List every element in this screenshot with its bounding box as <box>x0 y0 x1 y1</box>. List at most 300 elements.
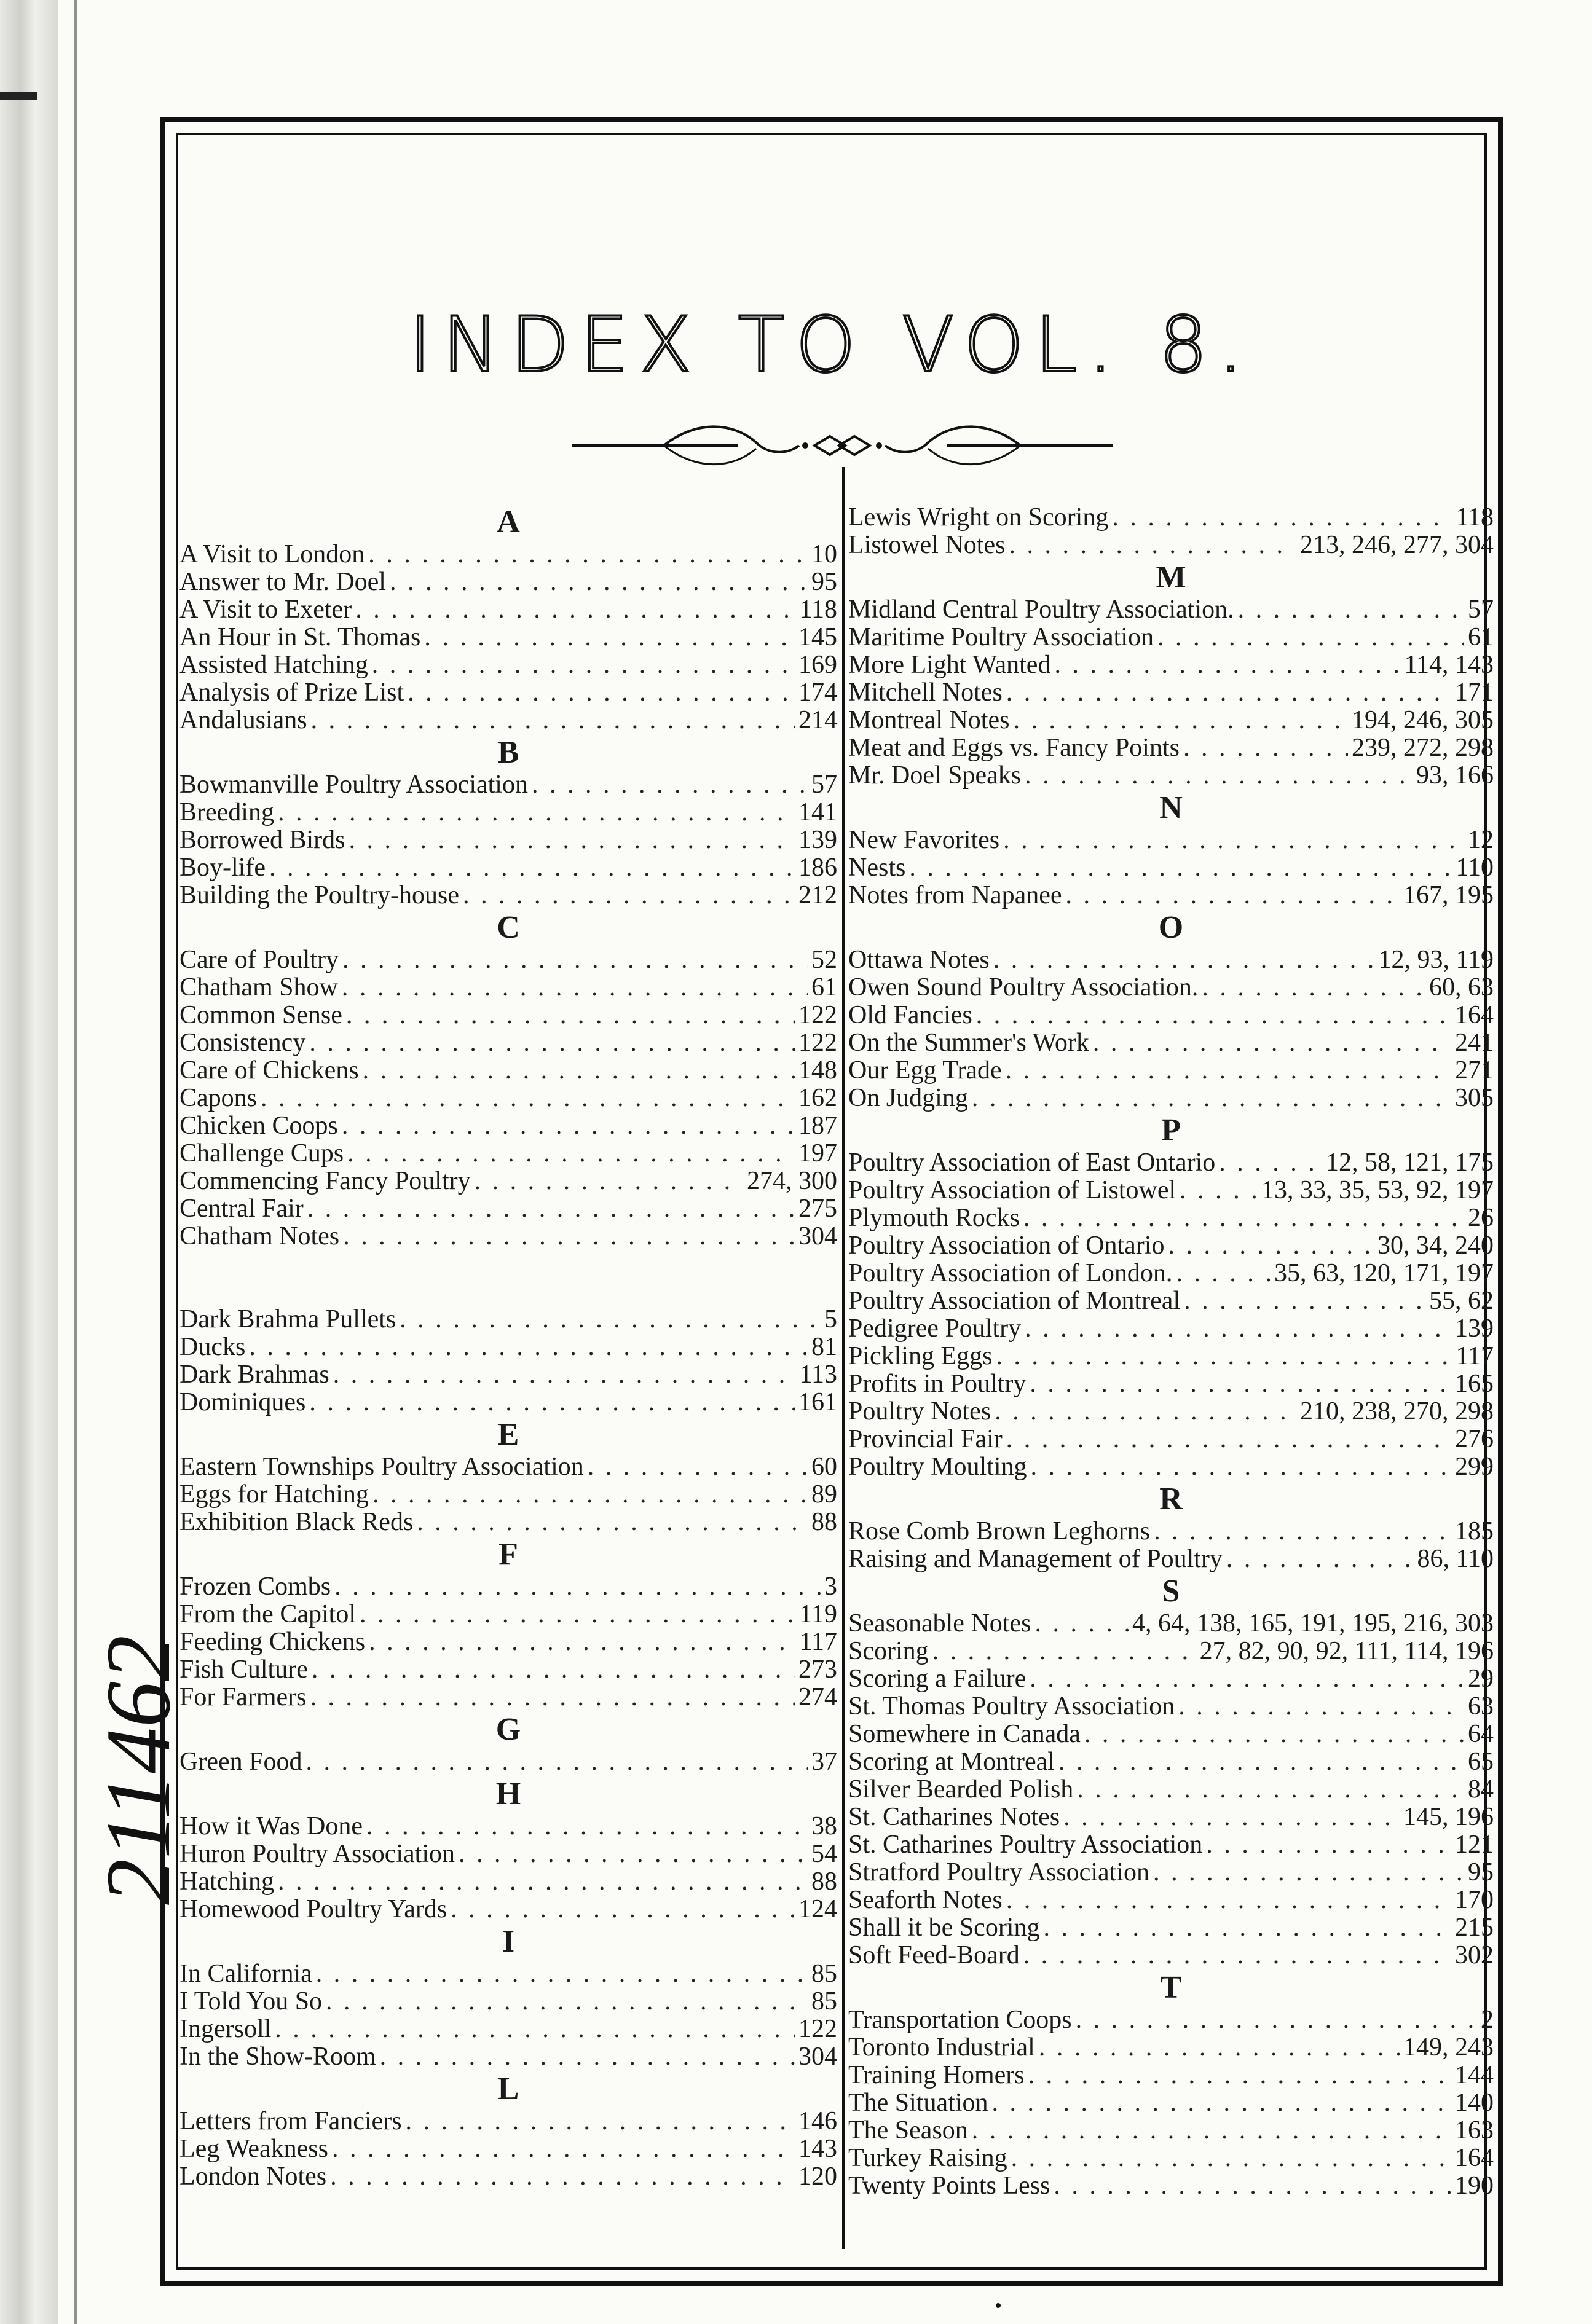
leader-dots <box>1039 2034 1400 2062</box>
entry-title: Nests <box>848 854 906 882</box>
entry-pages: 186 <box>798 854 837 882</box>
index-entry <box>179 1085 837 1112</box>
entry-pages: 4, 64, 138, 165, 191, 195, 216, 303 <box>1132 1610 1494 1638</box>
index-entry <box>179 1868 837 1896</box>
entry-pages: 10 <box>811 541 837 568</box>
leader-dots <box>417 1509 808 1536</box>
entry-title: Twenty Points Less <box>848 2172 1050 2200</box>
index-entry <box>179 541 837 568</box>
entry-pages: 114, 143 <box>1404 651 1494 679</box>
entry-pages: 149, 243 <box>1403 2034 1494 2062</box>
index-entry <box>179 2135 837 2163</box>
index-entry <box>848 1804 1494 1831</box>
index-entry <box>179 1168 837 1195</box>
leader-dots <box>278 1868 808 1896</box>
leader-dots <box>1084 1721 1464 1748</box>
entry-title: Feeding Chickens <box>179 1628 366 1656</box>
entry-title: Seasonable Notes <box>848 1610 1031 1638</box>
leader-dots <box>307 1195 795 1223</box>
entry-title: Breeding <box>179 799 274 826</box>
index-entry <box>848 1776 1494 1804</box>
index-entry <box>848 1343 1494 1370</box>
leader-dots <box>342 1112 795 1140</box>
index-entry <box>848 1315 1494 1343</box>
leader-dots <box>316 1960 808 1988</box>
entry-title: Seaforth Notes <box>848 1886 1003 1914</box>
entry-pages: 165 <box>1455 1370 1494 1398</box>
leader-dots <box>1157 624 1464 651</box>
entry-title: Commencing Fancy Poultry <box>179 1168 471 1195</box>
index-entry <box>179 1573 837 1601</box>
entry-title: St. Catharines Notes <box>848 1804 1060 1831</box>
leader-dots <box>1009 532 1296 559</box>
entry-pages: 113 <box>799 1361 837 1389</box>
entry-pages: 120 <box>798 2163 837 2191</box>
index-entry <box>848 1232 1494 1260</box>
page-title: INDEX TO VOL. 8. <box>409 301 1254 390</box>
entry-title: Borrowed Birds <box>179 826 345 854</box>
entry-title: London Notes <box>179 2163 327 2191</box>
index-entry <box>848 1453 1494 1481</box>
leader-dots <box>1154 1518 1451 1545</box>
index-entry <box>848 2117 1494 2145</box>
entry-pages: 27, 82, 90, 92, 111, 114, 196 <box>1199 1638 1494 1665</box>
index-entry <box>179 1684 837 1711</box>
entry-pages: 124 <box>798 1896 837 1923</box>
entry-title: Capons <box>179 1085 257 1112</box>
entry-pages: 89 <box>811 1481 837 1509</box>
index-entry <box>848 1204 1494 1232</box>
leader-dots <box>347 1140 795 1168</box>
entry-pages: 212 <box>798 882 837 909</box>
entry-pages: 122 <box>798 2016 837 2043</box>
entry-title: Pedigree Poultry <box>848 1315 1022 1343</box>
leader-dots <box>1238 596 1464 624</box>
entry-pages: 61 <box>811 974 837 1002</box>
section-letter: N <box>1159 790 1183 825</box>
entry-pages: 118 <box>1456 504 1494 532</box>
section-letter: E <box>497 1417 519 1452</box>
entry-pages: 119 <box>799 1601 837 1628</box>
section-letter: B <box>497 735 519 770</box>
entry-title: Dark Brahma Pullets <box>179 1306 396 1333</box>
entry-pages: 139 <box>798 826 837 854</box>
leader-dots <box>1077 1776 1464 1804</box>
entry-title: Leg Weakness <box>179 2135 328 2163</box>
entry-title: St. Thomas Poultry Association <box>848 1693 1175 1721</box>
index-entry <box>179 651 837 679</box>
entry-title: A Visit to London <box>179 541 365 568</box>
leader-dots <box>372 1481 808 1509</box>
leader-dots <box>532 771 808 799</box>
index-entry <box>179 1656 837 1684</box>
index-entry <box>848 1638 1494 1665</box>
leader-dots <box>1028 2062 1451 2089</box>
section-letter: P <box>1161 1113 1181 1148</box>
entry-pages: 30, 34, 240 <box>1377 1232 1494 1260</box>
index-entry <box>848 2006 1494 2034</box>
entry-pages: 95 <box>811 568 837 596</box>
index-entry <box>848 504 1494 532</box>
entry-pages: 143 <box>798 2135 837 2163</box>
entry-title: Central Fair <box>179 1195 304 1223</box>
index-entry <box>179 1628 837 1656</box>
entry-title: Stratford Poultry Association <box>848 1859 1149 1886</box>
index-entry <box>179 1112 837 1140</box>
entry-title: Mitchell Notes <box>848 679 1003 707</box>
entry-title: Toronto Industrial <box>848 2034 1035 2062</box>
entry-title: Owen Sound Poultry Association. <box>848 974 1199 1002</box>
index-entry <box>848 1287 1494 1315</box>
index-entry <box>179 1029 837 1057</box>
entry-title: Exhibition Black Reds <box>179 1509 414 1536</box>
entry-title: Training Homers <box>848 2062 1025 2089</box>
leader-dots <box>1025 762 1413 790</box>
entry-pages: 5 <box>824 1306 837 1333</box>
leader-dots <box>390 568 808 596</box>
entry-title: Consistency <box>179 1029 306 1057</box>
leader-dots <box>343 1223 795 1250</box>
index-entry <box>848 1748 1494 1776</box>
entry-title: Common Sense <box>179 1002 342 1029</box>
entry-title: Homewood Poultry Yards <box>179 1896 447 1923</box>
index-entry <box>848 762 1494 790</box>
index-entry <box>179 882 837 909</box>
leader-dots <box>366 1813 808 1840</box>
entry-pages: 167, 195 <box>1403 882 1494 909</box>
entry-pages: 85 <box>811 1988 837 2016</box>
entry-title: Poultry Moulting <box>848 1453 1027 1481</box>
entry-title: Poultry Association of Listowel <box>848 1177 1176 1204</box>
entry-pages: 215 <box>1455 1914 1494 1942</box>
leader-dots <box>309 1389 795 1416</box>
entry-pages: 299 <box>1455 1453 1494 1481</box>
entry-pages: 170 <box>1455 1886 1494 1914</box>
leader-dots <box>991 2089 1451 2117</box>
entry-title: A Visit to Exeter <box>179 596 352 624</box>
leader-dots <box>1006 679 1451 707</box>
entry-title: Midland Central Poultry Association. <box>848 596 1234 624</box>
entry-pages: 163 <box>1455 2117 1494 2145</box>
index-entry <box>848 1029 1494 1057</box>
entry-title: Building the Poultry-house <box>179 882 459 909</box>
index-entry <box>179 1333 837 1361</box>
entry-title: Provincial Fair <box>848 1426 1003 1453</box>
entry-pages: 29 <box>1468 1665 1494 1693</box>
entry-title: Dark Brahmas <box>179 1361 329 1389</box>
entry-title: Raising and Management of Poultry <box>848 1545 1223 1573</box>
leader-dots <box>996 1343 1452 1370</box>
index-entry <box>179 799 837 826</box>
index-entry <box>848 2089 1494 2117</box>
leader-dots <box>312 1656 795 1684</box>
leader-dots <box>360 1601 796 1628</box>
entry-title: Andalusians <box>179 707 307 734</box>
entry-pages: 2 <box>1481 2006 1494 2034</box>
leader-dots <box>1043 1914 1451 1942</box>
index-entry <box>179 1361 837 1389</box>
leader-dots <box>1168 1232 1374 1260</box>
entry-title: Our Egg Trade <box>848 1057 1002 1085</box>
entry-pages: 60, 63 <box>1429 974 1494 1002</box>
section-letter: O <box>1158 910 1184 945</box>
entry-title: Care of Poultry <box>179 946 339 974</box>
index-entry <box>848 1721 1494 1748</box>
entry-pages: 171 <box>1455 679 1494 707</box>
index-entry <box>179 1453 837 1481</box>
index-entry <box>848 854 1494 882</box>
leader-dots <box>311 707 795 734</box>
entry-pages: 64 <box>1468 1721 1494 1748</box>
index-entry <box>848 1370 1494 1398</box>
index-entry <box>848 1260 1494 1287</box>
entry-title: I Told You So <box>179 1988 323 2016</box>
index-entry <box>179 854 837 882</box>
leader-dots <box>1226 1545 1414 1573</box>
leader-dots <box>332 2135 795 2163</box>
leader-dots <box>932 1638 1196 1665</box>
index-column-left <box>179 504 837 2191</box>
entry-pages: 187 <box>798 1112 837 1140</box>
entry-title: Profits in Poultry <box>848 1370 1027 1398</box>
entry-pages: 12 <box>1468 826 1494 854</box>
entry-pages: 52 <box>811 946 837 974</box>
leader-dots <box>309 1029 795 1057</box>
entry-title: Letters from Fanciers <box>179 2108 402 2135</box>
entry-pages: 88 <box>811 1868 837 1896</box>
entry-pages: 185 <box>1455 1518 1494 1545</box>
entry-pages: 84 <box>1468 1776 1494 1804</box>
entry-pages: 213, 246, 277, 304 <box>1300 532 1494 559</box>
section-letter: I <box>502 1924 515 1959</box>
index-entry <box>179 1002 837 1029</box>
entry-pages: 169 <box>798 651 837 679</box>
leader-dots <box>1054 2172 1451 2200</box>
index-entry <box>179 679 837 707</box>
index-entry <box>179 1813 837 1840</box>
entry-pages: 12, 93, 119 <box>1378 946 1494 974</box>
leader-dots <box>1153 1859 1464 1886</box>
index-entry <box>848 2062 1494 2089</box>
entry-title: Soft Feed-Board <box>848 1942 1020 1969</box>
leader-dots <box>346 1002 795 1029</box>
entry-pages: 13, 33, 35, 53, 92, 197 <box>1261 1177 1494 1204</box>
index-entry <box>848 734 1494 762</box>
leader-dots <box>1202 974 1425 1002</box>
leader-dots <box>1093 1029 1451 1057</box>
entry-pages: 304 <box>798 2043 837 2071</box>
entry-title: Fish Culture <box>179 1656 308 1684</box>
index-entry <box>179 1481 837 1509</box>
leader-dots <box>1058 1748 1464 1776</box>
entry-title: Somewhere in Canada <box>848 1721 1081 1748</box>
entry-title: Chicken Coops <box>179 1112 338 1140</box>
section-letter: A <box>497 504 520 540</box>
index-entry <box>179 1748 837 1776</box>
entry-pages: 274 <box>798 1684 837 1711</box>
entry-title: St. Catharines Poultry Association <box>848 1831 1203 1859</box>
entry-title: From the Capitol <box>179 1601 356 1628</box>
index-entry <box>848 1002 1494 1029</box>
entry-pages: 274, 300 <box>747 1168 837 1195</box>
entry-pages: 61 <box>1468 624 1494 651</box>
index-entry <box>848 882 1494 909</box>
index-entry <box>179 826 837 854</box>
entry-title: Maritime Poultry Association <box>848 624 1154 651</box>
index-entry <box>848 2145 1494 2172</box>
entry-title: How it Was Done <box>179 1813 363 1840</box>
leader-dots <box>424 624 795 651</box>
entry-pages: 239, 272, 298 <box>1352 734 1494 762</box>
index-entry <box>179 1509 837 1536</box>
index-entry <box>848 1057 1494 1085</box>
leader-dots <box>380 2043 795 2071</box>
leader-dots <box>249 1333 808 1361</box>
entry-title: Eggs for Hatching <box>179 1481 369 1509</box>
entry-pages: 210, 238, 270, 298 <box>1300 1398 1494 1426</box>
entry-title: Chatham Show <box>179 974 338 1002</box>
entry-pages: 26 <box>1468 1204 1494 1232</box>
index-entry <box>179 1601 837 1628</box>
index-entry <box>848 826 1494 854</box>
entry-title: In California <box>179 1960 312 1988</box>
leader-dots <box>363 1057 795 1085</box>
section-letter: F <box>498 1537 518 1572</box>
leader-dots <box>400 1306 821 1333</box>
index-entry <box>848 1886 1494 1914</box>
entry-pages: 174 <box>798 679 837 707</box>
entry-title: Hatching <box>179 1868 274 1896</box>
entry-title: In the Show-Room <box>179 2043 376 2071</box>
index-entry <box>848 2172 1494 2200</box>
entry-pages: 141 <box>798 799 837 826</box>
entry-title: Frozen Combs <box>179 1573 331 1601</box>
entry-title: Poultry Association of East Ontario <box>848 1149 1216 1177</box>
leader-dots <box>330 2163 795 2191</box>
index-entry <box>848 707 1494 734</box>
leader-dots <box>1013 707 1348 734</box>
edge-mark <box>0 92 37 100</box>
section-letter: C <box>497 910 520 945</box>
entry-title: The Situation <box>848 2089 988 2117</box>
entry-pages: 37 <box>811 1748 837 1776</box>
entry-pages: 117 <box>1456 1343 1494 1370</box>
entry-pages: 54 <box>811 1840 837 1868</box>
index-entry <box>179 1960 837 1988</box>
index-entry <box>179 946 837 974</box>
leader-dots <box>1011 2145 1451 2172</box>
entry-title: Analysis of Prize List <box>179 679 404 707</box>
leader-dots <box>334 1573 821 1601</box>
leader-dots <box>368 541 808 568</box>
leader-dots <box>909 854 1452 882</box>
leader-dots <box>459 1840 808 1868</box>
leader-dots <box>1054 651 1400 679</box>
leader-dots <box>972 2117 1451 2145</box>
entry-pages: 95 <box>1468 1859 1494 1886</box>
index-entry <box>848 1085 1494 1112</box>
entry-title: Care of Chickens <box>179 1057 359 1085</box>
entry-title: New Favorites <box>848 826 1000 854</box>
leader-dots <box>278 799 795 826</box>
leader-dots <box>1031 1453 1451 1481</box>
entry-title: Notes from Napanee <box>848 882 1062 909</box>
leader-dots <box>1206 1831 1451 1859</box>
margin-handwritten-number: 211462 <box>87 1635 189 1905</box>
entry-pages: 197 <box>798 1140 837 1168</box>
leader-dots <box>1183 734 1348 762</box>
leader-dots <box>1025 1315 1451 1343</box>
index-entry <box>848 1426 1494 1453</box>
index-entry <box>179 1140 837 1168</box>
entry-pages: 276 <box>1455 1426 1494 1453</box>
section-letter: G <box>495 1712 521 1747</box>
entry-pages: 35, 63, 120, 171, 197 <box>1274 1260 1494 1287</box>
entry-pages: 190 <box>1455 2172 1494 2200</box>
entry-pages: 139 <box>1455 1315 1494 1343</box>
leader-dots <box>1180 1177 1258 1204</box>
entry-pages: 86, 110 <box>1417 1545 1494 1573</box>
index-entry <box>848 1545 1494 1573</box>
index-entry <box>179 1988 837 2016</box>
leader-dots <box>355 596 795 624</box>
entry-pages: 81 <box>811 1333 837 1361</box>
leader-dots <box>1003 826 1464 854</box>
section-letter: S <box>1162 1574 1180 1609</box>
index-entry <box>848 1914 1494 1942</box>
index-entry <box>848 679 1494 707</box>
entry-pages: 117 <box>799 1628 837 1656</box>
entry-title: The Season <box>848 2117 968 2145</box>
entry-title: Boy-life <box>179 854 266 882</box>
entry-title: Scoring a Failure <box>848 1665 1027 1693</box>
entry-title: Lewis Wright on Scoring <box>848 504 1109 532</box>
leader-dots <box>310 1684 795 1711</box>
entry-title: For Farmers <box>179 1684 307 1711</box>
entry-pages: 88 <box>811 1509 837 1536</box>
entry-pages: 305 <box>1455 1085 1494 1112</box>
index-entry <box>179 624 837 651</box>
entry-pages: 302 <box>1455 1942 1494 1969</box>
column-divider <box>842 467 845 2249</box>
entry-title: Poultry Association of Ontario <box>848 1232 1165 1260</box>
entry-pages: 144 <box>1455 2062 1494 2089</box>
index-entry <box>848 2034 1494 2062</box>
entry-pages: 164 <box>1455 1002 1494 1029</box>
entry-pages: 146 <box>798 2108 837 2135</box>
leader-dots <box>1076 2006 1477 2034</box>
index-entry <box>848 946 1494 974</box>
spacer <box>179 1250 837 1278</box>
leader-dots <box>993 946 1375 974</box>
leader-dots <box>1030 1370 1451 1398</box>
leader-dots <box>269 854 795 882</box>
entry-title: On Judging <box>848 1085 968 1112</box>
entry-title: Dominiques <box>179 1389 306 1416</box>
leader-dots <box>408 679 795 707</box>
leader-dots <box>1178 1693 1464 1721</box>
entry-title: On the Summer's Work <box>848 1029 1089 1057</box>
section-letter: L <box>497 2071 519 2106</box>
entry-pages: 162 <box>798 1085 837 1112</box>
leader-dots <box>1030 1665 1464 1693</box>
index-entry <box>179 1057 837 1085</box>
entry-title: Huron Poultry Association <box>179 1840 455 1868</box>
index-entry <box>179 1389 837 1416</box>
entry-title: Pickling Eggs <box>848 1343 993 1370</box>
leader-dots <box>1006 1426 1451 1453</box>
entry-title: Eastern Townships Poultry Association <box>179 1453 584 1481</box>
